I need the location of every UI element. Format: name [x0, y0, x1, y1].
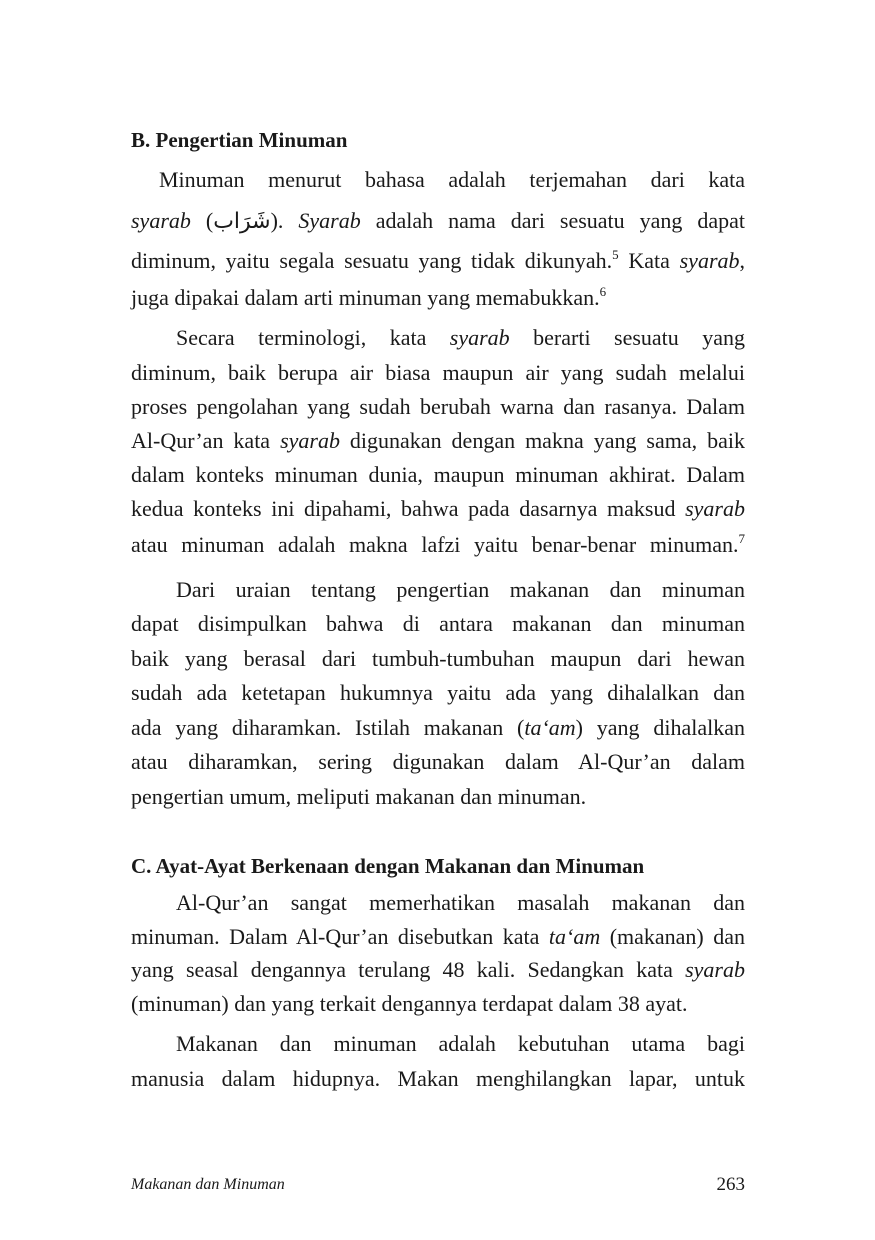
text-span: diminum, baik berupa air biasa maupun air yang sudah melalui: [131, 360, 745, 385]
italic-term: syarab: [679, 248, 740, 273]
text-line: [131, 495, 745, 523]
text-span: ,: [739, 248, 746, 273]
footnote-ref: 6: [599, 284, 607, 299]
text-span: dapat disimpulkan bahwa di antara makanan dan minuman: [131, 611, 745, 636]
text-line: [176, 576, 745, 604]
section-heading: [131, 852, 745, 880]
text-line: [131, 461, 745, 489]
text-span: (: [190, 208, 214, 233]
text-span: Al-Qur’an kata: [131, 428, 281, 453]
text-span: B. Pengertian Minuman: [131, 128, 348, 152]
text-span: berarti sesuatu yang: [509, 325, 745, 350]
text-span: kedua konteks ini dipahami, bahwa pada dasarnya maksud: [131, 496, 686, 521]
italic-term: Syarab: [298, 208, 361, 233]
text-span: ) yang dihalalkan: [575, 715, 745, 740]
text-span: (makanan) dan: [600, 924, 745, 949]
text-span: proses pengolahan yang sudah berubah warna dan rasanya. Dalam: [131, 394, 745, 419]
text-line: [131, 990, 745, 1018]
text-span: minuman. Dalam Al-Qur’an disebutkan kata: [131, 924, 549, 949]
text-span: pengertian umum, meliputi makanan dan minuman.: [131, 784, 587, 809]
text-line: [131, 748, 745, 776]
text-line: [131, 393, 745, 421]
italic-term: syarab: [685, 957, 745, 982]
text-span: Secara terminologi, kata: [176, 325, 450, 350]
text-line: [159, 166, 745, 194]
text-span: atau minuman adalah makna lafzi yaitu benar-benar minuman.: [131, 532, 739, 557]
text-span: C. Ayat-Ayat Berkenaan dengan Makanan dan Minuman: [131, 854, 645, 878]
text-line: [131, 247, 745, 275]
text-span: dalam konteks minuman dunia, maupun minuman akhirat. Dalam: [131, 462, 745, 487]
text-span: atau diharamkan, sering digunakan dalam Al-Qur’an dalam: [131, 749, 745, 774]
text-span: sudah ada ketetapan hukumnya yaitu ada yang dihalalkan dan: [131, 680, 745, 705]
text-span: ada yang diharamkan. Istilah makanan (: [131, 715, 525, 740]
italic-term: syarab: [280, 428, 340, 453]
arabic-term: شَرَاب: [213, 209, 271, 234]
footnote-ref: 5: [612, 247, 619, 262]
italic-term: syarab: [685, 496, 745, 521]
italic-term: ta‘am: [524, 715, 576, 740]
text-line: [131, 783, 745, 811]
text-line: [131, 610, 745, 638]
page-number: 263: [716, 1174, 745, 1195]
running-footer-title: Makanan dan Minuman: [131, 1176, 285, 1193]
text-line: [131, 359, 745, 387]
text-line: [131, 679, 745, 707]
text-line: [176, 889, 745, 917]
text-span: Makanan dan minuman adalah kebutuhan utama bagi: [176, 1031, 745, 1056]
text-span: adalah nama dari sesuatu yang dapat: [360, 208, 746, 233]
text-span: diminum, yaitu segala sesuatu yang tidak dikunyah.: [131, 248, 613, 273]
text-span: ).: [270, 208, 299, 233]
text-span: digunakan dengan makna yang sama, baik: [339, 428, 745, 453]
footnote-ref: 7: [738, 531, 745, 546]
text-line: [131, 427, 745, 455]
text-span: Dari uraian tentang pengertian makanan dan minuman: [176, 577, 745, 602]
text-span: manusia dalam hidupnya. Makan menghilangkan lapar, untuk: [131, 1066, 745, 1091]
italic-term: syarab: [131, 208, 191, 233]
italic-term: ta‘am: [548, 924, 601, 949]
text-line: [131, 923, 745, 951]
text-line: [131, 531, 745, 559]
text-line: [131, 284, 745, 312]
text-span: (minuman) dan yang terkait dengannya terdapat dalam 38 ayat.: [131, 991, 688, 1016]
text-line: [131, 956, 745, 984]
section-heading: [131, 126, 745, 154]
text-span: baik yang berasal dari tumbuh-tumbuhan maupun dari hewan: [131, 646, 745, 671]
text-span: Kata: [618, 248, 680, 273]
text-line: [131, 714, 745, 742]
text-line: [131, 207, 745, 235]
text-span: juga dipakai dalam arti minuman yang memabukkan.: [131, 285, 600, 310]
text-line: [131, 645, 745, 673]
italic-term: syarab: [449, 325, 510, 350]
text-span: Minuman menurut bahasa adalah terjemahan dari kata: [159, 167, 745, 192]
text-span: Al-Qur’an sangat memerhatikan masalah makanan dan: [176, 890, 745, 915]
text-line: [176, 1030, 745, 1058]
text-line: [176, 324, 745, 352]
text-span: yang seasal dengannya terulang 48 kali. Sedangkan kata: [131, 957, 686, 982]
text-line: [131, 1065, 745, 1093]
